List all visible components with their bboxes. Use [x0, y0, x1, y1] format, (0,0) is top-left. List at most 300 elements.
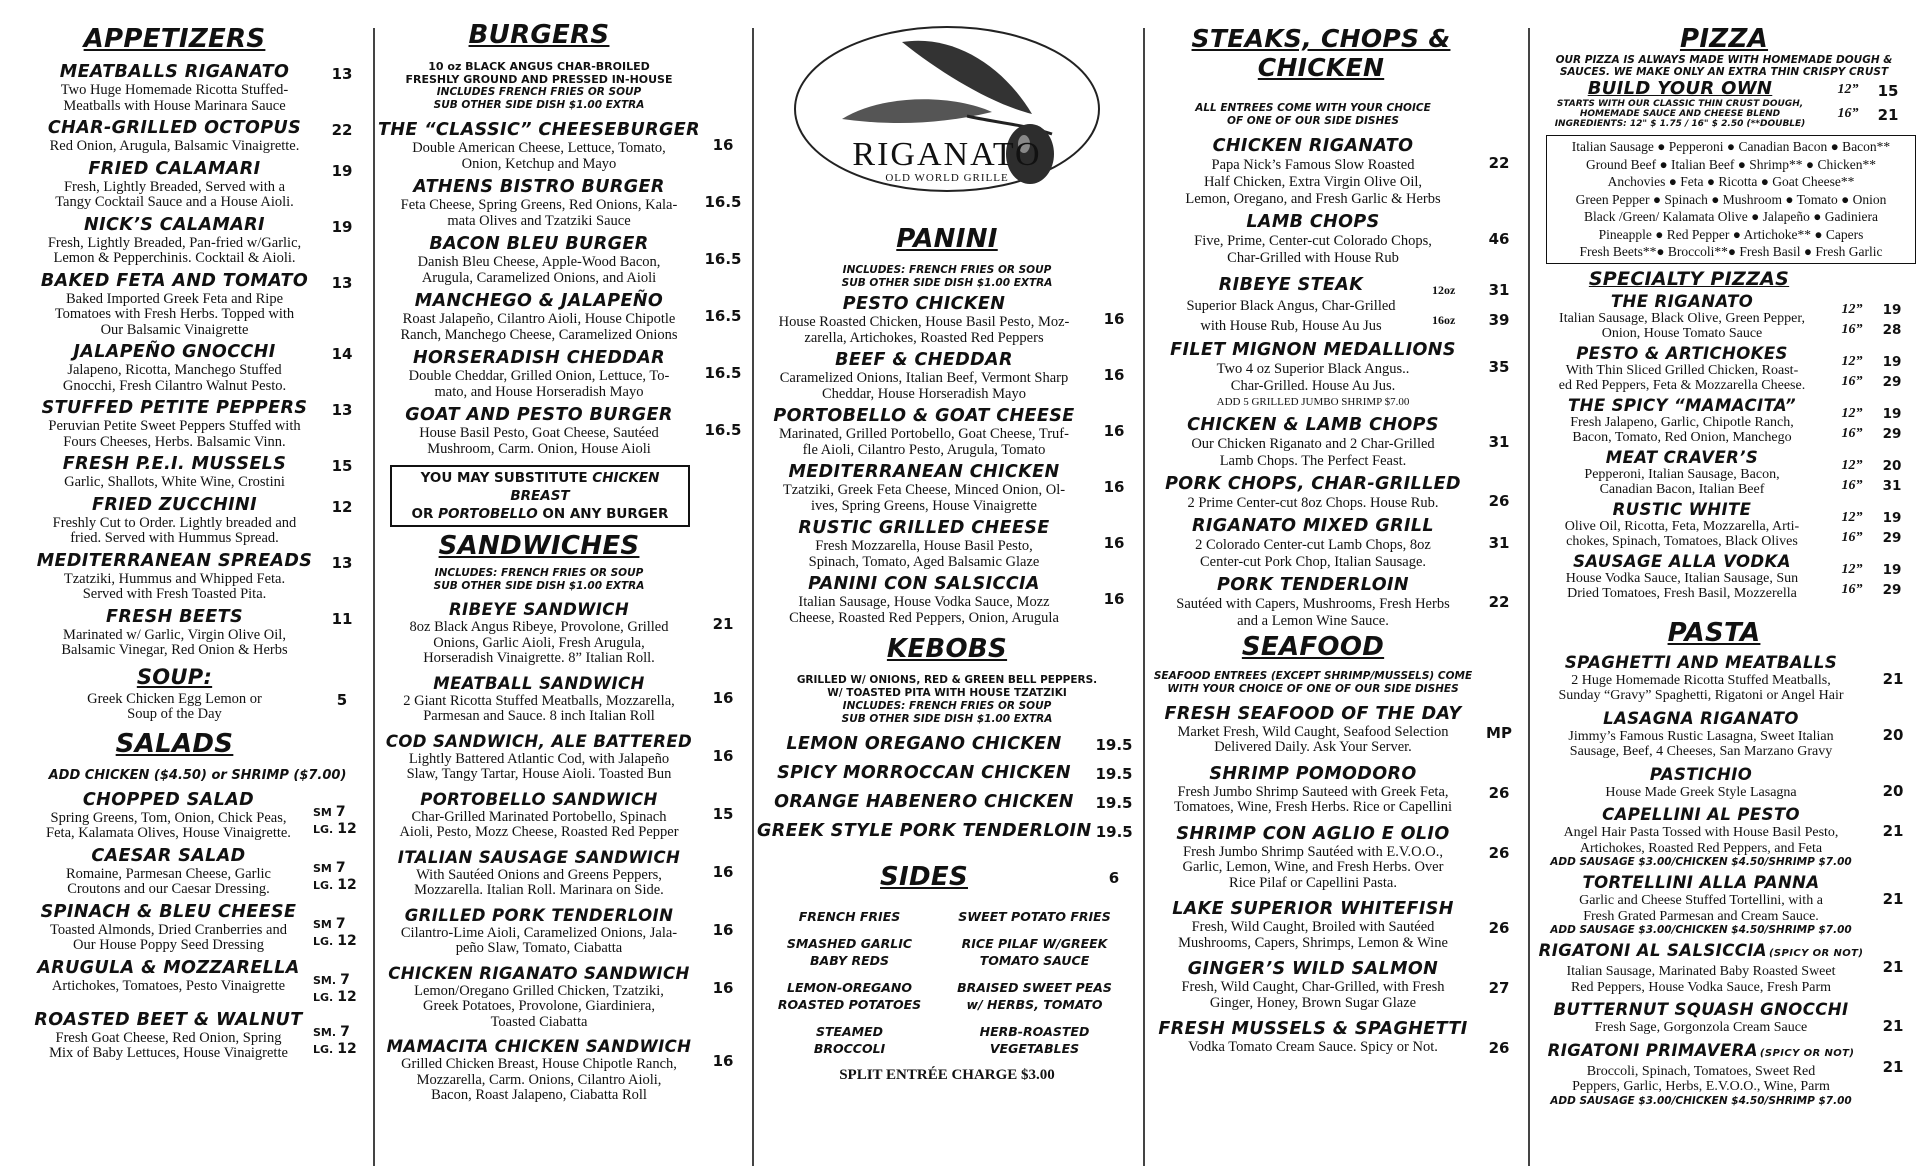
menu-item-price: 19 [331, 161, 353, 180]
menu-item [378, 405, 746, 457]
menu-item-name: FRESH BEETS [106, 606, 243, 627]
steaks-list [1150, 136, 1522, 630]
menu-item-body [378, 1036, 700, 1104]
menu-item-desc: Baked Imported Greek Feta and Ripe Tomatoes with Fresh Herbs. Topped with Our Balsamic Vinaigrette [54, 290, 295, 338]
menu-item-body [378, 405, 700, 457]
menu-item-body [30, 902, 307, 954]
menu-item-desc: Fresh, Wild Caught, Broiled with Sautéed Mushrooms, Capers, Shrimps, Lemon & Wine [1178, 919, 1448, 951]
menu-item-name: MANCHEGO & JALAPEÑO [414, 291, 664, 311]
menu-item-price: 21 [1882, 822, 1904, 840]
menu-item-name: CHOPPED SALAD [82, 789, 255, 810]
addon-line: ADD SAUSAGE $3.00/CHICKEN $4.50/SHRIMP $7.00 [1550, 856, 1852, 868]
steaks-note: ALL ENTREES COME WITH YOUR CHOICE OF ONE OF OUR SIDE DISHES [1195, 102, 1431, 127]
menu-item-price: 26 [1488, 783, 1510, 802]
byo-price-12: 15 [1877, 82, 1899, 100]
menu-item-body [30, 790, 307, 842]
salad-small [313, 916, 365, 933]
menu-item-desc: Caramelized Onions, Italian Beef, Vermont Sharp Cheddar, House Horseradish Mayo [779, 370, 1069, 402]
ingredient-line: Fresh Beets**● Broccoli**● Fresh Basil ● Fresh Garlic [1579, 244, 1883, 259]
salad-small-label: SM. [313, 973, 337, 987]
menu-item-name: SPINACH & BLEU CHEESE [40, 901, 297, 922]
menu-item [1532, 940, 1916, 995]
pizza-price-16 [1832, 582, 1916, 598]
salad-small-label: SM. [313, 1025, 337, 1039]
menu-item-body [757, 294, 1091, 346]
menu-item [378, 963, 746, 1031]
menu-item-price: 31 [1488, 432, 1510, 451]
sides-header [757, 862, 1137, 892]
side-item: SWEET POTATO FRIES [958, 909, 1111, 924]
menu-item-name: GRILLED PORK TENDERLOIN [404, 905, 674, 925]
logo-tagline: OLD WORLD GRILLE [885, 172, 1009, 184]
menu-item-name: PORK CHOPS, CHAR-GRILLED [1165, 473, 1461, 494]
menu-item [757, 294, 1137, 346]
ribeye-prices [1476, 275, 1522, 335]
menu-item-body [1532, 500, 1832, 550]
menu-item-body [378, 789, 700, 841]
appetizers-title: APPETIZERS [83, 24, 266, 54]
salad-small-price: 7 [340, 971, 350, 988]
pizza-price: 31 [1882, 477, 1902, 494]
salad-large [313, 821, 365, 838]
menu-item-price: 16 [712, 862, 734, 881]
menu-item-name: LAMB CHOPS [1246, 212, 1380, 232]
pizza-title: PIZZA [1679, 24, 1769, 54]
menu-item [378, 789, 746, 841]
pizza-price-12 [1832, 406, 1916, 422]
menu-item-body [1150, 704, 1476, 756]
menu-item-desc: Italian Sausage, Black Olive, Green Pepper, Onion, House Tomato Sauce [1559, 310, 1805, 341]
menu-item-desc: Cilantro-Lime Aioli, Caramelized Onions, Jala- peño Slaw, Tomato, Ciabatta [400, 924, 678, 956]
menu-item-desc: Marinated w/ Garlic, Virgin Olive Oil, Balsamic Vinegar, Red Onion & Herbs [61, 626, 288, 658]
salad-large-price: 12 [337, 1040, 357, 1057]
menu-item-price: 21 [1882, 1017, 1904, 1035]
menu-item-extra: ADD 5 GRILLED JUMBO SHRIMP $7.00 [1216, 396, 1410, 408]
menu-item-desc: Toasted Almonds, Dried Cranberries and Our House Poppy Seed Dressing [50, 921, 287, 953]
menu-item-desc: 2 Huge Homemade Ricotta Stuffed Meatballs, Sunday “Gravy” Spaghetti, Rigatoni or Angel Hair [1558, 672, 1844, 703]
menu-item-price: 20 [1882, 725, 1904, 744]
ribeye-sizes [1432, 275, 1476, 335]
menu-item-price: 16.5 [704, 421, 742, 439]
menu-item-desc: 2 Prime Center-cut 8oz Chops. House Rub. [1187, 494, 1439, 511]
menu-item [1150, 1019, 1522, 1057]
pizza-price: 29 [1882, 581, 1902, 598]
menu-item-price: 16 [712, 978, 734, 997]
salad-large-label: LG. [313, 990, 334, 1004]
pizza-price-12 [1832, 510, 1916, 526]
pizza-prices [1832, 500, 1916, 546]
menu-item [1532, 1040, 1916, 1107]
menu-item-price: 21 [1882, 958, 1904, 976]
menu-item-body [30, 215, 319, 267]
menu-item-desc: Garlic, Shallots, White Wine, Crostini [64, 474, 285, 490]
menu-item-body [30, 1010, 307, 1062]
menu-item-body [30, 454, 319, 491]
menu-item-name-wrap [1532, 708, 1870, 729]
kebobs-note-2: INCLUDES: FRENCH FRIES OR SOUP SUB OTHER SIDE DISH $1.00 EXTRA [841, 700, 1053, 725]
pizza-prices [1832, 396, 1916, 442]
menu-item-body [1150, 474, 1476, 512]
menu-item-name: MAMACITA CHICKEN SANDWICH [386, 1037, 692, 1056]
menu-item-desc: Broccoli, Spinach, Tomatoes, Sweet Red Peppers, Garlic, Herbs, E.V.O.O., Wine, Parm [1572, 1063, 1830, 1094]
menu-item-desc: Fresh Jalapeno, Garlic, Chipotle Ranch, Bacon, Tomato, Red Onion, Manchego [1570, 414, 1794, 445]
menu-item-price: 19.5 [1095, 764, 1133, 783]
menu-item-desc: Double Cheddar, Grilled Onion, Lettuce, To- mato, and House Horseradish Mayo [408, 368, 670, 400]
menu-item-price: 12 [331, 497, 353, 516]
salad-small [313, 972, 365, 989]
menu-item-body [1150, 575, 1476, 630]
menu-item [30, 62, 365, 114]
menu-item-name-wrap [1532, 764, 1870, 785]
menu-item [1532, 292, 1916, 342]
menu-item-name: RIGATONI AL SALSICCIA [1538, 941, 1767, 960]
salad-large-price: 12 [337, 820, 357, 837]
menu-item [757, 763, 1137, 784]
salad-large [313, 877, 365, 894]
menu-item-name-wrap [1532, 652, 1870, 673]
menu-item [757, 406, 1137, 458]
menu-item-price: 16 [1103, 534, 1125, 552]
menu-item-name: SHRIMP CON AGLIO E OLIO [1176, 823, 1450, 844]
menu-item-name: FILET MIGNON MEDALLIONS [1170, 340, 1456, 360]
pizza-size-label: 12” [1841, 457, 1863, 473]
salad-small-label: SM [313, 861, 332, 875]
menu-item-name: THE RIGANATO [1610, 291, 1754, 311]
menu-item-name: SAUSAGE ALLA VODKA [1573, 551, 1791, 571]
menu-item [1532, 396, 1916, 446]
menu-item-body [30, 62, 319, 114]
menu-item-price: 26 [1488, 919, 1510, 937]
substitute-text: YOU MAY SUBSTITUTE [420, 470, 593, 486]
salad-prices [307, 958, 365, 1006]
menu-item-desc: Roast Jalapeño, Cilantro Aioli, House Chipotle Ranch, Manchego Cheese, Caramelized Onions [400, 311, 678, 343]
menu-item-price: 15 [712, 804, 734, 823]
menu-item-body [1150, 824, 1476, 892]
menu-item [30, 271, 365, 339]
seafood-title: SEAFOOD [1241, 631, 1385, 662]
menu-item [757, 350, 1137, 402]
ribeye-size-16: 16oz [1432, 313, 1456, 327]
menu-item-body [30, 846, 307, 898]
pizza-price-12 [1832, 458, 1916, 474]
soup-item [30, 665, 365, 723]
menu-item-desc: Danish Bleu Cheese, Apple-Wood Bacon, Arugula, Caramelized Onions, and Aioli [417, 254, 661, 286]
menu-item [757, 792, 1137, 813]
menu-item-body [378, 599, 700, 667]
menu-item-desc: Jalapeno, Ricotta, Manchego Stuffed Gnocchi, Fresh Cilantro Walnut Pesto. [62, 362, 287, 394]
menu-item-price: 35 [1488, 358, 1510, 376]
salad-small [313, 860, 365, 877]
salad-large-price: 12 [337, 932, 357, 949]
menu-item-desc: Fresh Jumbo Shrimp Sautéed with E.V.O.O., Garlic, Lemon, Wine, and Fresh Herbs. Over Rice Pilaf or Capellini Pasta. [1182, 843, 1444, 891]
menu-item-price: 21 [1882, 1057, 1904, 1076]
menu-item-body [757, 350, 1091, 402]
salad-prices [307, 1010, 365, 1058]
panini-list [757, 294, 1137, 626]
salad-prices [307, 902, 365, 950]
pizza-size-label: 16” [1841, 529, 1863, 545]
menu-item-name: BACON BLEU BURGER [429, 234, 649, 254]
menu-item-body [757, 574, 1091, 626]
menu-item-price: 16.5 [704, 193, 742, 211]
menu-item-price: 14 [331, 345, 353, 363]
soup-desc: Greek Chicken Egg Lemon or Soup of the Day [87, 690, 262, 722]
side-item: SMASHED GARLIC BABY REDS [786, 936, 913, 968]
addon-line: ADD SAUSAGE $3.00/CHICKEN $4.50/SHRIMP $7.00 [1550, 1094, 1852, 1107]
pizza-prices [1832, 448, 1916, 494]
salad-small-label: SM [313, 805, 332, 819]
menu-item [378, 1036, 746, 1104]
salad-large-label: LG. [313, 934, 334, 948]
menu-item-body [1532, 552, 1832, 602]
pizza-size-label: 12” [1841, 561, 1863, 577]
byo-size-16: 16” [1837, 106, 1859, 121]
menu-item-name: MEDITERRANEAN SPREADS [36, 550, 313, 571]
menu-item-name: COD SANDWICH, ALE BATTERED [385, 731, 693, 751]
side-item: FRENCH FRIES [798, 909, 901, 924]
menu-item-desc: Fresh, Wild Caught, Char-Grilled, with Fresh Ginger, Honey, Brown Sugar Glaze [1181, 979, 1445, 1011]
ingredient-line: Green Pepper ● Spinach ● Mushroom ● Tomato ● Onion [1575, 191, 1887, 207]
menu-item [30, 398, 365, 450]
pizza-prices [1832, 552, 1916, 598]
menu-item [1150, 824, 1522, 892]
column-appetizers-salads [30, 0, 365, 1166]
menu-item-name: LAKE SUPERIOR WHITEFISH [1172, 899, 1454, 919]
menu-item-price: 19.5 [1095, 735, 1133, 754]
menu-item-desc: 2 Giant Ricotta Stuffed Meatballs, Mozzarella, Parmesan and Sauce. 8 inch Italian Roll [403, 692, 675, 724]
burgers-title: BURGERS [468, 20, 610, 50]
menu-item-name: THE “CLASSIC” CHEESEBURGER [378, 120, 700, 140]
menu-item-body [1532, 764, 1870, 801]
menu-item [1532, 552, 1916, 602]
sandwiches-list [378, 599, 746, 1104]
menu-item-body [1150, 212, 1476, 267]
menu-item-body [1532, 448, 1832, 498]
menu-item-name: GOAT AND PESTO BURGER [405, 405, 673, 425]
menu-item [30, 607, 365, 659]
pizza-price: 29 [1882, 373, 1902, 390]
sandwiches-note: INCLUDES: FRENCH FRIES OR SOUP SUB OTHER SIDE DISH $1.00 EXTRA [433, 567, 645, 592]
salads-list [30, 790, 365, 1062]
menu-item-name: SHRIMP POMODORO [1209, 763, 1417, 784]
menu-item-body [1150, 764, 1476, 816]
menu-item-price: 19.5 [1095, 822, 1133, 841]
menu-item-desc: Sautéed with Capers, Mushrooms, Fresh Herbs and a Lemon Wine Sauce. [1176, 595, 1450, 629]
menu-item-name: NICK’S CALAMARI [84, 214, 265, 235]
build-your-own [1532, 78, 1916, 129]
menu-item-name: BAKED FETA AND TOMATO [40, 270, 309, 291]
menu-item-name: PASTICHIO [1649, 764, 1753, 784]
menu-item [30, 118, 365, 155]
menu-item-body [30, 398, 319, 450]
pizza-price-12 [1832, 354, 1916, 370]
menu-item [378, 731, 746, 783]
menu-item [757, 734, 1137, 755]
menu-item-desc: Artichokes, Tomatoes, Pesto Vinaigrette [51, 977, 286, 994]
menu-item-desc: Angel Hair Pasta Tossed with House Basil Pesto, Artichokes, Roasted Red Peppers, and Feta [1563, 825, 1839, 856]
menu-item [1532, 344, 1916, 394]
pizza-size-label: 16” [1841, 425, 1863, 441]
menu-item-name: THE SPICY “MAMACITA” [1567, 395, 1797, 415]
ingredient-line: Black /Green/ Kalamata Olive ● Jalapeño ● Gadiniera [1583, 209, 1879, 224]
ingredients-box [1546, 135, 1916, 264]
menu-item-desc: Romaine, Parmesan Cheese, Garlic Croutons and our Caesar Dressing. [66, 865, 271, 897]
menu-item-name: RIGATONI PRIMAVERA [1547, 1040, 1758, 1060]
menu-item-body [378, 234, 700, 286]
menu-item-body [378, 905, 700, 957]
pizza-prices [1832, 292, 1916, 338]
menu-item-body [1532, 292, 1832, 342]
menu-item-body [1532, 940, 1870, 995]
panini-note: INCLUDES: FRENCH FRIES OR SOUP SUB OTHER SIDE DISH $1.00 EXTRA [841, 264, 1053, 289]
menu-item-name: MEAT CRAVER’S [1605, 447, 1759, 467]
menu-item-body [1532, 804, 1870, 868]
menu-item-desc: Red Onion, Arugula, Balsamic Vinaigrette. [49, 138, 300, 154]
menu-item-name: LEMON OREGANO CHICKEN [786, 734, 1062, 754]
menu-item-price: 26 [1488, 1039, 1510, 1057]
menu-item-name: CAESAR SALAD [91, 845, 246, 866]
salad-large-label: LG. [313, 878, 334, 892]
menu-item-name: BEEF & CHEDDAR [835, 350, 1013, 370]
menu-item-body [1150, 899, 1476, 951]
pizza-price: 19 [1882, 301, 1902, 318]
sides-grid [757, 908, 1127, 1057]
salad-prices [307, 846, 365, 894]
salad-small-price: 7 [335, 915, 346, 932]
ingredient-line: Ground Beef ● Italian Beef ● Shrimp** ● Chicken** [1586, 156, 1876, 172]
logo [792, 24, 1102, 194]
split-charge: SPLIT ENTRÉE CHARGE $3.00 [839, 1067, 1055, 1083]
menu-item-body [1150, 136, 1476, 208]
kebobs-list [757, 734, 1137, 842]
menu-item-price: 13 [331, 401, 353, 419]
menu-item-price: 13 [331, 553, 353, 572]
menu-item-price: 15 [331, 457, 353, 475]
menu-item [1150, 764, 1522, 816]
menu-item-desc: Superior Black Angus, Char-Grilled [1186, 298, 1396, 314]
menu-item-name: JALAPEÑO GNOCCHI [73, 342, 276, 362]
ribeye-size-12: 12oz [1432, 283, 1456, 297]
menu-item-body [1150, 516, 1476, 571]
pizza-size-label: 12” [1841, 405, 1863, 421]
menu-item-desc: with House Rub, House Au Jus [1200, 318, 1382, 334]
menu-item-desc: Garlic and Cheese Stuffed Tortellini, with a Fresh Grated Parmesan and Cream Sauce. [1579, 893, 1823, 924]
menu-item-desc: Fresh, Lightly Breaded, Served with a Tangy Cocktail Sauce and a House Aioli. [55, 178, 294, 210]
kebobs-title: KEBOBS [886, 634, 1008, 664]
salad-small-price: 7 [335, 859, 346, 876]
menu-item-name: FRESH SEAFOOD OF THE DAY [1164, 703, 1462, 724]
salad-small [313, 804, 365, 821]
menu-item-desc: Double American Cheese, Lettuce, Tomato, Onion, Ketchup and Mayo [412, 140, 666, 172]
menu-item-desc: Jimmy’s Famous Rustic Lasagna, Sweet Italian Sausage, Beef, 4 Cheeses, San Marzano Gravy [1568, 728, 1834, 759]
addon-line: ADD SAUSAGE $3.00/CHICKEN $4.50/SHRIMP $7.00 [1550, 924, 1852, 936]
menu-item [30, 902, 365, 954]
menu-item [757, 518, 1137, 570]
seafood-note: SEAFOOD ENTREES (EXCEPT SHRIMP/MUSSELS) COME WITH YOUR CHOICE OF ONE OF OUR SIDE DISHES [1153, 669, 1473, 695]
substitute-box [390, 465, 690, 527]
menu-item-desc: Char-Grilled Marinated Portobello, Spinach Aioli, Pesto, Mozz Cheese, Roasted Red Pepper [399, 808, 679, 840]
menu-item-name: PORTOBELLO & GOAT CHEESE [773, 406, 1075, 426]
menu-item-name-wrap [1532, 1040, 1870, 1064]
menu-item-name-wrap [1532, 999, 1870, 1020]
menu-item [378, 234, 746, 286]
menu-item-name: FRESH MUSSELS & SPAGHETTI [1158, 1019, 1468, 1039]
menu-item-name: CHICKEN & LAMB CHOPS [1187, 414, 1439, 435]
menu-item-desc: Five, Prime, Center-cut Colorado Chops, Char-Grilled with House Rub [1194, 233, 1432, 266]
menu-item [378, 905, 746, 957]
menu-item-price: 46 [1488, 230, 1510, 248]
menu-item-desc: 2 Colorado Center-cut Lamb Chops, 8oz Center-cut Pork Chop, Italian Sausage. [1195, 536, 1431, 570]
menu-item-price: 16 [1103, 422, 1125, 440]
menu-item-price: 19 [331, 217, 353, 236]
menu-item-body [378, 673, 700, 725]
column-pizza-pasta [1532, 0, 1916, 1166]
sides-title: SIDES [880, 862, 968, 892]
menu-item [1532, 764, 1916, 801]
menu-item-body [378, 847, 700, 899]
pizza-price-16 [1832, 374, 1916, 390]
burgers-list [378, 120, 746, 457]
salad-large [313, 1041, 365, 1058]
byo-desc: STARTS WITH OUR CLASSIC THIN CRUST DOUGH, HOMEMADE SAUCE AND CHEESE BLEND INGREDIENTS: 12" $ 1.75 / 16" $ 2.50 (**DOUBLE) [1554, 99, 1806, 129]
menu-item-name: GINGER’S WILD SALMON [1187, 959, 1439, 979]
ingredient-line: Anchovies ● Feta ● Ricotta ● Goat Cheese** [1607, 174, 1855, 189]
menu-item-name: GREEK STYLE PORK TENDERLOIN [757, 821, 1092, 841]
column-steaks-seafood [1150, 0, 1522, 1166]
pizza-price: 29 [1882, 529, 1902, 546]
menu-item [757, 821, 1137, 842]
appetizers-list [30, 62, 365, 659]
ribeye-price-12: 31 [1488, 281, 1510, 299]
menu-item-price: 22 [331, 121, 353, 139]
menu-item-desc: House Made Greek Style Lasagna [1605, 784, 1797, 800]
pizza-price: 19 [1882, 561, 1902, 578]
menu-item-name: PANINI CON SALSICCIA [808, 574, 1040, 594]
pizza-price-16 [1832, 530, 1916, 546]
sandwiches-title: SANDWICHES [438, 531, 640, 561]
menu-item-price: 16.5 [704, 364, 742, 382]
menu-item [30, 495, 365, 547]
steaks-title: STEAKS, CHOPS & CHICKEN [1191, 24, 1451, 82]
menu-item-name: RUSTIC WHITE [1612, 499, 1752, 519]
specialty-list [1532, 292, 1916, 602]
pasta-list [1532, 652, 1916, 1107]
column-divider [1143, 28, 1145, 1166]
menu-item-name: HORSERADISH CHEDDAR [412, 348, 666, 368]
menu-item-price: 27 [1488, 979, 1510, 997]
menu-item [1150, 212, 1522, 267]
menu-item-price: 16 [1103, 478, 1125, 496]
menu-item-desc: Marinated, Grilled Portobello, Goat Cheese, Truf- fle Aioli, Cilantro Pesto, Arugula, Tomato [779, 426, 1069, 458]
menu-item-body [1532, 872, 1870, 936]
menu-item-desc: Our Chicken Riganato and 2 Char-Grilled Lamb Chops. The Perfect Feast. [1191, 435, 1435, 469]
salad-small-price: 7 [340, 1023, 350, 1040]
menu-item-price: 11 [331, 609, 353, 628]
menu-item-price: 13 [331, 65, 353, 83]
ingredient-line: Italian Sausage ● Pepperoni ● Canadian Bacon ● Bacon** [1571, 139, 1891, 154]
menu-item-body [757, 462, 1091, 514]
pizza-size-label: 16” [1841, 321, 1863, 337]
menu-item-name: STUFFED PETITE PEPPERS [41, 398, 308, 418]
side-item: HERB-ROASTED VEGETABLES [979, 1024, 1090, 1056]
menu-item-name: CHICKEN RIGANATO SANDWICH [388, 963, 690, 983]
menu-item-desc: House Roasted Chicken, House Basil Pesto, Moz- zarella, Artichokes, Roasted Red Peppers [778, 314, 1070, 346]
menu-item-body [1150, 275, 1432, 336]
menu-item-desc: Pepperoni, Italian Sausage, Bacon, Canadian Bacon, Italian Beef [1584, 466, 1780, 497]
specialty-title: SPECIALTY PIZZAS [1588, 267, 1790, 290]
menu-item-name-wrap [1532, 940, 1870, 964]
menu-item [1150, 959, 1522, 1011]
